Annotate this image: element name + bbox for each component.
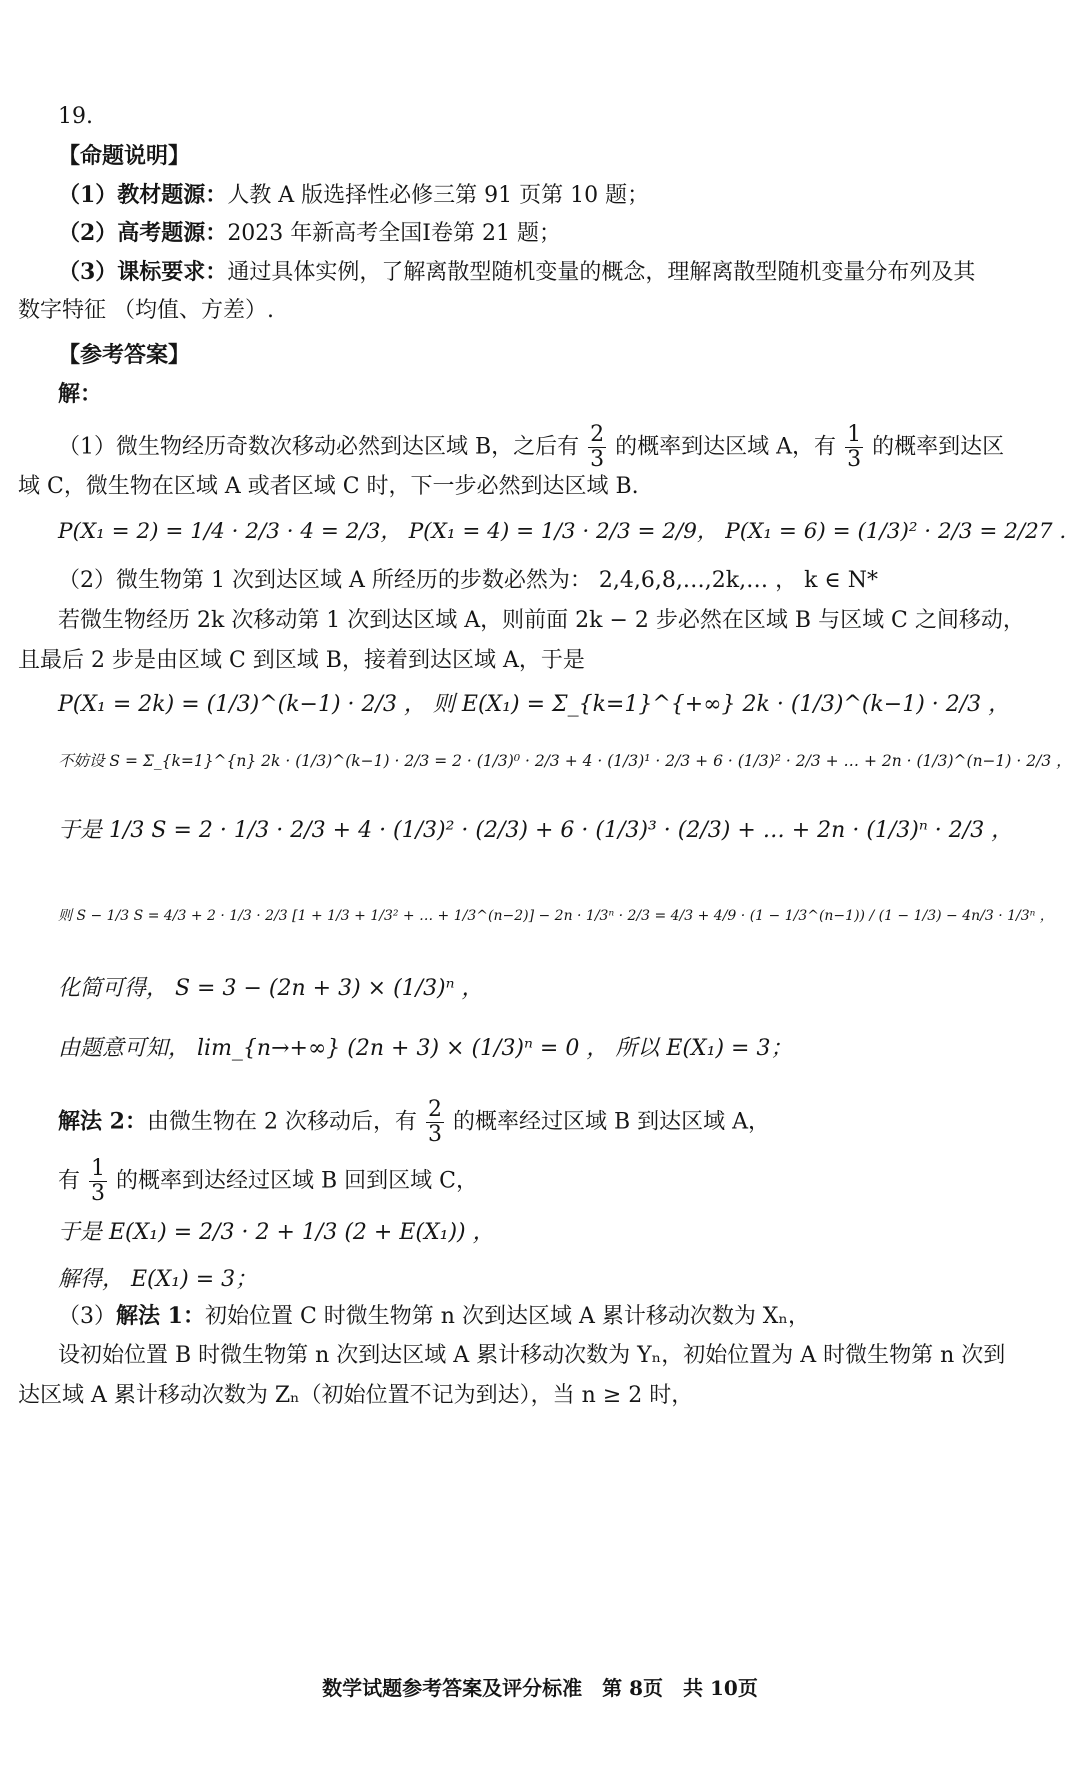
equation-method2-expectation: 于是 E(X₁) = 2/3 · 2 + 1/3 (2 + E(X₁)) ， bbox=[58, 1220, 495, 1245]
source1-text: 人教 A 版选择性必修三第 91 页第 10 题； bbox=[227, 183, 650, 208]
part2-line-2: 若微生物经历 2k 次移动第 1 次到达区域 A，则前面 2k − 2 步必然在区域 B 与区域 C 之间移动， bbox=[58, 608, 1025, 633]
question-number: 19. bbox=[58, 104, 93, 129]
part3-line-3: 达区域 A 累计移动次数为 Zₙ（初始位置不记为到达），当 n ≥ 2 时， bbox=[18, 1383, 694, 1408]
source3-label: （3）课标要求： bbox=[58, 259, 228, 285]
page-footer: 数学试题参考答案及评分标准 第 8页 共 10页 bbox=[322, 1676, 758, 1700]
part2-line-3: 且最后 2 步是由区域 C 到区域 B，接着到达区域 A，于是 bbox=[18, 648, 585, 673]
source-line-2 bbox=[58, 220, 561, 247]
source2-label: （2）高考题源： bbox=[58, 220, 228, 246]
source3-text-2: 数字特征 （均值、方差）. bbox=[18, 298, 274, 323]
equation-third-s: 于是 1/3 S = 2 · 1/3 · 2/3 + 4 · (1/3)² · (2/3) + 6 · (1/3)³ · (2/3) + … + 2n · (1/3)ⁿ · 2/3 ， bbox=[58, 818, 1014, 843]
equation-limit: 由题意可知， lim_{n→+∞} (2n + 3) × (1/3)ⁿ = 0 ， 所以 E(X₁) = 3； bbox=[58, 1036, 793, 1061]
method2-label: 解法 2： bbox=[58, 1108, 147, 1135]
equation-method2-result: 解得， E(X₁) = 3； bbox=[58, 1267, 258, 1292]
equation-distribution: P(X₁ = 2) = 1/4 · 2/3 · 4 = 2/3， P(X₁ = 4) = 1/3 · 2/3 = 2/9， P(X₁ = 6) = (1/3)² · 2/3 = 2/27 . bbox=[58, 519, 1067, 544]
equation-s-simplified: 化简可得， S = 3 − (2n + 3) × (1/3)ⁿ ， bbox=[58, 976, 484, 1001]
method2-text-b: 的概率经过区域 B 到达区域 A， bbox=[452, 1109, 770, 1135]
section-heading-answer: 【参考答案】 bbox=[58, 342, 191, 368]
method2-line2-a: 有 bbox=[58, 1168, 81, 1194]
method2-line2-b: 的概率到达经过区域 B 回到区域 C， bbox=[116, 1168, 478, 1194]
equation-s-difference: 则 S − 1/3 S = 4/3 + 2 · 1/3 · 2/3 [1 + 1/3 + 1/3² + … + 1/3^(n−2)] − 2n · 1/3ⁿ · 2/3 = 4/3 + 4/9 · (1 − 1/3^(n−1)) / (1 − 1/3) − 4n/3 · 1/3ⁿ ， bbox=[58, 908, 1054, 924]
equation-define-s: 不妨设 S = Σ_{k=1}^{n} 2k · (1/3)^(k−1) · 2/3 = 2 · (1/3)⁰ · 2/3 + 4 · (1/3)¹ · 2/3 + 6 · (1/3)² · 2/3 + … + 2n · (1/3)^(n−1) · 2/3 ， bbox=[58, 752, 1072, 770]
part3-prefix: （3） bbox=[58, 1304, 116, 1329]
source3-text-1: 通过具体实例，了解离散型随机变量的概念，理解离散型随机变量分布列及其 bbox=[227, 260, 976, 285]
part3-line-2: 设初始位置 B 时微生物第 n 次到达区域 A 累计移动次数为 Yₙ，初始位置为 A 时微生物第 n 次到 bbox=[58, 1343, 1006, 1368]
equation-expectation-sum: P(X₁ = 2k) = (1/3)^(k−1) · 2/3 ， 则 E(X₁) = Σ_{k=1}^{+∞} 2k · (1/3)^(k−1) · 2/3 ， bbox=[58, 692, 1011, 717]
section-heading-proposition: 【命题说明】 bbox=[58, 143, 191, 169]
method2-line-2 bbox=[58, 1157, 478, 1206]
part1-line-1 bbox=[58, 423, 1004, 472]
source1-label: （1）教材题源： bbox=[58, 182, 228, 208]
method2-text-a: 由微生物在 2 次移动后，有 bbox=[146, 1109, 417, 1135]
part3-method-label: 解法 1： bbox=[116, 1303, 205, 1329]
source2-text: 2023 年新高考全国I卷第 21 题； bbox=[227, 221, 561, 246]
fraction-one-third: $\frac{1}{3}$ bbox=[91, 1156, 106, 1207]
source-line-1 bbox=[58, 182, 649, 209]
part1-line-2: 域 C，微生物在区域 A 或者区域 C 时，下一步必然到达区域 B. bbox=[18, 474, 639, 499]
part2-line-1: （2）微生物第 1 次到达区域 A 所经历的步数必然为： 2,4,6,8,…,2k,… ， k ∈ N* bbox=[58, 568, 878, 593]
part1-text-c: 的概率到达区 bbox=[872, 434, 1005, 460]
part1-text-a: （1）微生物经历奇数次移动必然到达区域 B，之后有 bbox=[58, 434, 580, 460]
fraction-one-third: $\frac{1}{3}$ bbox=[847, 422, 862, 473]
method2-line-1 bbox=[58, 1098, 770, 1147]
fraction-two-thirds: $\frac{2}{3}$ bbox=[590, 422, 605, 473]
solution-label: 解： bbox=[58, 381, 103, 407]
source-line-3 bbox=[58, 259, 975, 286]
fraction-two-thirds: $\frac{2}{3}$ bbox=[427, 1097, 442, 1148]
part1-text-b: 的概率到达区域 A，有 bbox=[615, 434, 837, 460]
part3-line-1 bbox=[58, 1303, 810, 1330]
part3-text: 初始位置 C 时微生物第 n 次到达区域 A 累计移动次数为 Xₙ， bbox=[204, 1304, 810, 1329]
